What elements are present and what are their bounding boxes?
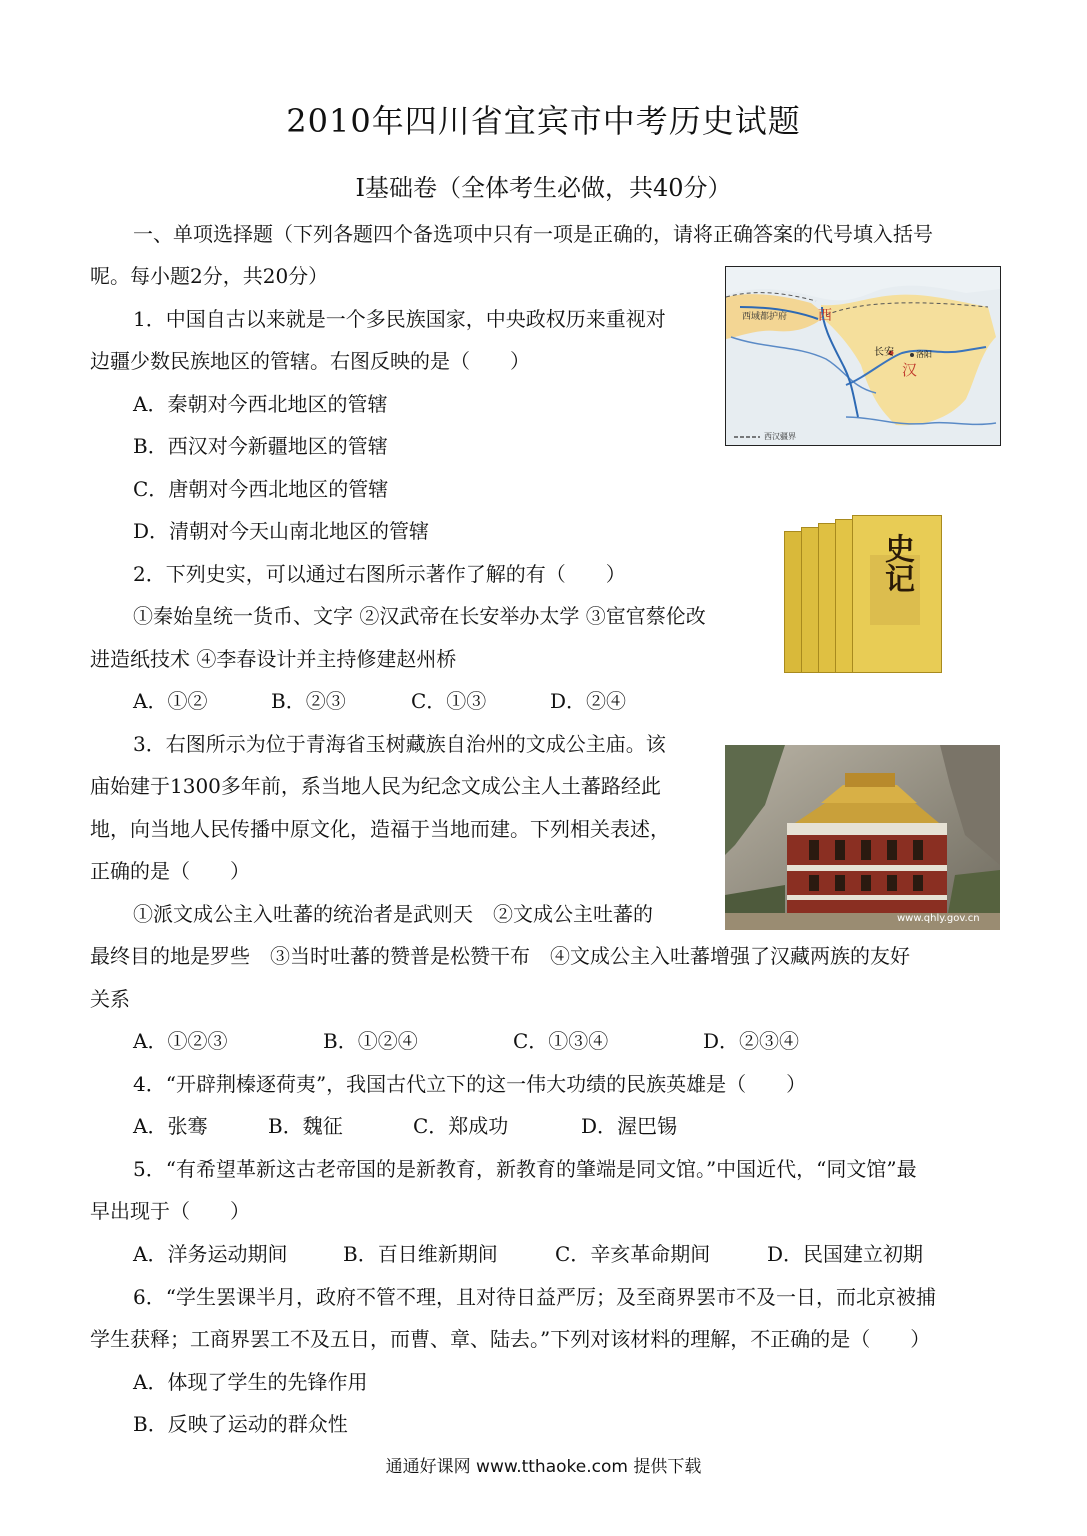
q2-option-a: A．①② <box>133 689 208 713</box>
q5-line-2: 早出现于（ ） <box>90 1199 250 1223</box>
q2-option-c: C．①③ <box>411 689 487 713</box>
q1-option-d: D．清朝对今天山南北地区的管辖 <box>133 519 430 543</box>
q6-option-a: A．体现了学生的先锋作用 <box>133 1370 368 1394</box>
map-label-duhu: 西域都护府 <box>742 312 788 322</box>
q1-option-a: A．秦朝对今西北地区的管辖 <box>133 392 388 416</box>
section-instruction-line-1: 一、单项选择题（下列各题四个备选项中只有一项是正确的，请将正确答案的代号填入括号 <box>133 222 933 246</box>
q1-stem-line-1: 1．中国自古以来就是一个多民族国家，中央政权历来重视对 <box>133 307 666 331</box>
q4-option-d: D．渥巴锡 <box>581 1114 678 1138</box>
map-label-han: 汉 <box>902 361 918 379</box>
map-legend: 西汉疆界 <box>764 432 796 441</box>
wencheng-temple-photo <box>725 745 1000 930</box>
shiji-books-image <box>780 515 945 675</box>
section-instruction-line-2: 呢。每小题2分，共20分） <box>90 264 329 288</box>
q3-line-5: ①派文成公主入吐蕃的统治者是武则天 ②文成公主吐蕃的 <box>133 902 653 926</box>
page-title: 2010年四川省宜宾市中考历史试题 <box>286 102 801 140</box>
q4-option-c: C．郑成功 <box>413 1114 509 1138</box>
q2-statement-line-1: ①秦始皇统一货币、文字 ②汉武帝在长安举办太学 ③宦官蔡伦改 <box>133 604 706 628</box>
page-footer: 通通好课网 www.tthaoke.com 提供下载 <box>385 1457 702 1477</box>
q5-option-b: B．百日维新期间 <box>343 1242 498 1266</box>
han-western-regions-map <box>725 266 1001 446</box>
q1-option-c: C．唐朝对今西北地区的管辖 <box>133 477 389 501</box>
q5-option-d: D．民国建立初期 <box>767 1242 924 1266</box>
map-label-luoyang: 洛阳 <box>916 350 932 359</box>
q3-line-7: 关系 <box>90 987 130 1011</box>
q1-option-b: B．西汉对今新疆地区的管辖 <box>133 434 388 458</box>
q3-line-4: 正确的是（ ） <box>90 859 250 883</box>
q4-option-b: B．魏征 <box>268 1114 343 1138</box>
q6-line-1: 6．“学生罢课半月，政府不管不理，且对待日益严厉；及至商界罢市不及一日，而北京被捕 <box>133 1285 936 1309</box>
q3-option-d: D．②③④ <box>703 1029 800 1053</box>
q5-option-c: C．辛亥革命期间 <box>555 1242 711 1266</box>
q2-statement-line-2: 进造纸技术 ④李春设计并主持修建赵州桥 <box>90 647 457 671</box>
q3-option-a: A．①②③ <box>133 1029 228 1053</box>
q3-line-1: 3．右图所示为位于青海省玉树藏族自治州的文成公主庙。该 <box>133 732 666 756</box>
q5-line-1: 5．“有希望革新这古老帝国的是新教育，新教育的肇端是同文馆。”中国近代，“同文馆”最 <box>133 1157 917 1181</box>
q3-line-6: 最终目的地是罗些 ③当时吐蕃的赞普是松赞干布 ④文成公主入吐蕃增强了汉藏两族的友好 <box>90 944 910 968</box>
book-title: 史记 <box>879 533 914 593</box>
q5-option-a: A．洋务运动期间 <box>133 1242 288 1266</box>
q6-option-b: B．反映了运动的群众性 <box>133 1412 348 1436</box>
map-label-west: 西 <box>818 308 832 324</box>
q3-option-c: C．①③④ <box>513 1029 609 1053</box>
q2-stem: 2．下列史实，可以通过右图所示著作了解的有（ ） <box>133 562 626 586</box>
q1-stem-line-2: 边疆少数民族地区的管辖。右图反映的是（ ） <box>90 349 530 373</box>
q6-line-2: 学生获释；工商界罢工不及五日，而曹、章、陆去。”下列对该材料的理解，不正确的是（ ） <box>90 1327 931 1351</box>
q3-option-b: B．①②④ <box>323 1029 418 1053</box>
map-label-changan: 长安 <box>874 347 894 358</box>
photo-watermark: www.qhly.gov.cn <box>897 913 980 924</box>
q3-line-3: 地，向当地人民传播中原文化，造福于当地而建。下列相关表述， <box>90 817 670 841</box>
section-subtitle: I基础卷（全体考生必做，共40分） <box>355 174 732 202</box>
q3-line-2: 庙始建于1300多年前，系当地人民为纪念文成公主人土蕃路经此 <box>90 774 661 798</box>
q2-option-d: D．②④ <box>550 689 627 713</box>
q4-option-a: A．张骞 <box>133 1114 208 1138</box>
q2-option-b: B．②③ <box>271 689 346 713</box>
q4-stem: 4．“开辟荆榛逐荷夷”，我国古代立下的这一伟大功绩的民族英雄是（ ） <box>133 1072 807 1096</box>
